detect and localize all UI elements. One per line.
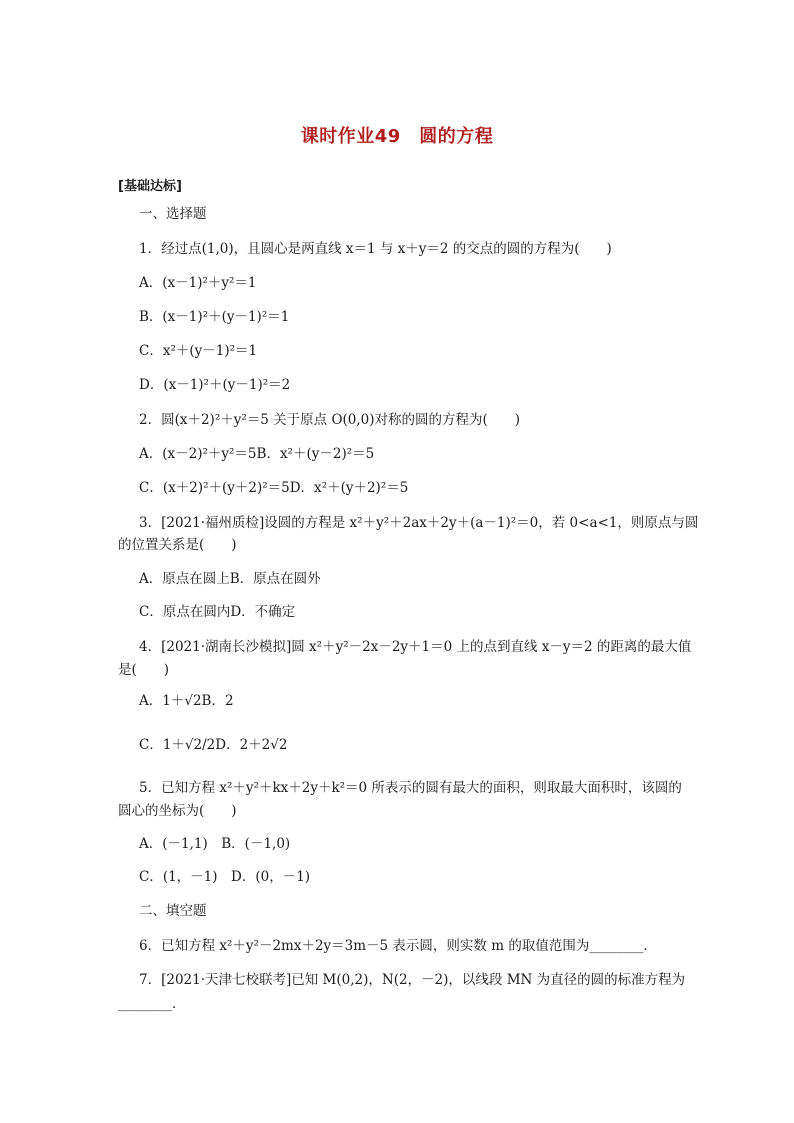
question-4-line1: 4．[2021·湖南长沙模拟]圆 x²＋y²－2x－2y＋1＝0 上的点到直线 x－y＝2 的距离的最大值 [139,639,692,655]
part-heading-fill: 二、填空题 [139,903,207,919]
question-6: 6．已知方程 x²＋y²－2mx＋2y＝3m－5 表示圆，则实数 m 的取值范围为________． [139,938,657,954]
question-1: 1．经过点(1,0)，且圆心是两直线 x＝1 与 x＋y＝2 的交点的圆的方程为( ) [139,241,612,257]
options-5ab: A．(－1,1) B．(－1,0) [139,836,291,852]
question-3-line1: 3．[2021·福州质检]设圆的方程是 x²＋y²＋2ax＋2y＋(a－1)²＝0，若 0<a<1，则原点与圆 [139,515,699,531]
option-1a: A．(x－1)²＋y²＝1 [139,275,257,291]
option-1c: C．x²＋(y－1)²＝1 [139,343,258,359]
question-4-line2: 是( ) [118,662,170,678]
part-heading-choice: 一、选择题 [139,206,207,222]
question-7-line2: ________． [118,996,186,1012]
options-4cd: C．1＋√2/2D．2＋2√2 [139,737,288,753]
options-2ab: A．(x－2)²＋y²＝5B．x²＋(y－2)²＝5 [139,446,375,462]
options-2cd: C．(x＋2)²＋(y＋2)²＝5D．x²＋(y＋2)²＝5 [139,480,409,496]
options-3cd: C．原点在圆内D．不确定 [139,604,296,620]
option-1b: B．(x－1)²＋(y－1)²＝1 [139,309,290,325]
question-5-line2: 圆心的坐标为( ) [118,803,237,819]
question-5-line1: 5．已知方程 x²＋y²＋kx＋2y＋k²＝0 所表示的圆有最大的面积，则取最大面积时，该圆的 [139,780,682,796]
options-3ab: A．原点在圆上B．原点在圆外 [139,571,321,587]
question-7-line1: 7．[2021·天津七校联考]已知 M(0,2)，N(2，－2)，以线段 MN 为直径的圆的标准方程为 [139,972,686,988]
question-3-line2: 的位置关系是( ) [118,537,237,553]
option-1d: D．(x－1)²＋(y－1)²＝2 [139,377,291,393]
options-4ab: A．1＋√2B．2 [139,693,234,709]
question-2: 2．圆(x＋2)²＋y²＝5 关于原点 O(0,0)对称的圆的方程为( ) [139,412,521,428]
options-5cd: C．(1，－1) D．(0，－1) [139,869,311,885]
page-title: 课时作业49 圆的方程 [300,126,494,147]
section-heading: [基础达标] [118,179,182,194]
